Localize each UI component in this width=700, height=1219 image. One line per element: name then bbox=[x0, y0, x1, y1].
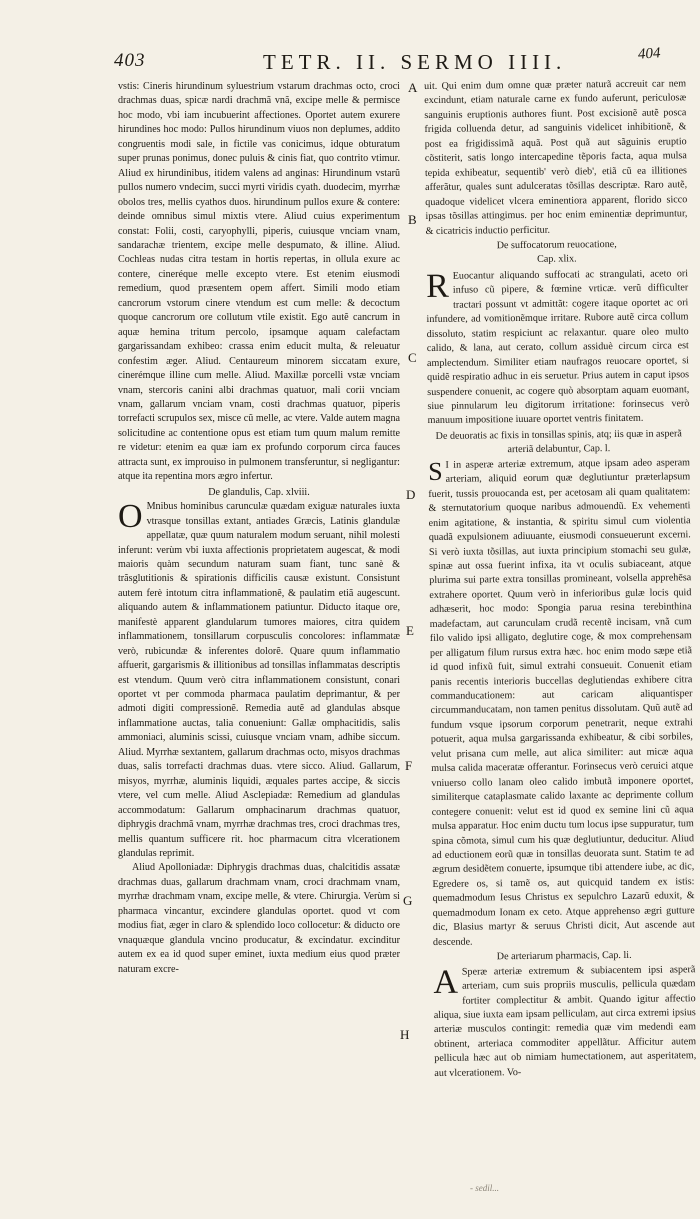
body-paragraph: A Speræ arteriæ extremum & subiacentem ipsi asperã arteriam, cum suis propriis musculis, pellicula quædam fortiter complectitur & ambit. Quando igitur affectio aliqua, siue iuxta eam ipsam pelliculam, aut circa extremi ipsius arteriæ musculos contingit: remedia quæ vim medendi eam obtinent, arteriaca commoditer appellãtur. Afficitur autem pellicula hæc aut ob nimiam humectationem, aut asperitatem, aut vlcerationem. Vo- bbox=[433, 963, 697, 1079]
margin-letter-d: D bbox=[406, 487, 416, 502]
chapter-heading: De glandulis, Cap. xlviii. bbox=[208, 486, 310, 498]
right-text-column bbox=[424, 77, 696, 1081]
body-paragraph: O Mnibus hominibus carunculæ quædam exiguæ naturales iuxta vtrasque tonsillas extant, antiades Græcis, Latinis glandulæ appellatæ, quæ quum naturalem modum seruant, nihil molesti inferunt: verùm vbi iuxta affectionis proprietatem augescat, & modi maioris quàm secundum naturam suam fiant, tunc sanè & trãsglutitionis & spirationis difficilis causæ existunt. Consistunt autem ferè intotum citra inflammationẽ, & paulatim etiã augescunt. aliquando autem & inflammationem patiuntur. Diducto itaque ore, manifestè apparent glandularum tumores maiores, citra quidem inflammationem, tonsillarum corpusculis concolores: inflammatæ verò, rubicundæ & inferentes dolorẽ. Quare quum inflammatio affuerit, gargarismis & illitionibus ad tonsillas inflammatas descriptis est vtendum. Quum verò citra inflammationem consistunt, conari oportet vt per commoda pharmaca paulatim deprimantur, & per admoti digiti compressionẽ. Remedia autẽ ad glandulas absque inflammatione auctas, talia conueniunt: Gallæ omphacitidis, salis ammoniaci, aluminis scissi, cuiusque vnciam vnam, adhibe siccum. Aliud. Myrrhæ sextantem, gallarum drachmas octo, misyos drachmas duas, salis torrefacti drachmas duas. vtere sicco. Aliud. Gallarum, misyos, myrrhæ, aluminis liquidi, æquales partes accipe, & siccis vtere, vel cum melle. Aliud Asclepiadæ: Remedium ad glandulas accommodatum: Gallarum omphacinarum drachmas quatuor, diphrygis drachmã vnam, myrrhæ drachmas tres, croci drachmas tres, mellis quantum sufficere rit. hoc pharmacum citra vlcerationem glandulas reprimit. bbox=[118, 498, 400, 860]
margin-letter-e: E bbox=[406, 623, 414, 638]
chapter-heading: De suffocatorum reuocatione, bbox=[496, 238, 617, 252]
page-number-left: 403 bbox=[114, 50, 146, 71]
page-number-right: 404 bbox=[636, 45, 661, 63]
drop-capital: S bbox=[427, 456, 443, 486]
margin-letter-c: C bbox=[408, 350, 417, 365]
body-paragraph: Aliud Apolloniadæ: Diphrygis drachmas duas, chalcitidis assatæ drachmas duas, gallarum drachmam vnam, croci drachmam vnam, myrrhæ drachmam vnam, excipe melle, & vtere. Chirurgia. Verùm si pharmaca vincantur, excindere glandulas oportet. quod vt com modius fiat, æger in claro & splendido loco collocetur: & diducto ore vnaquæque glandula vncino producatur, & excindatur. excinditur autem ex ea id quod super eminet, iuxta medium eius quod præter naturam excre- bbox=[118, 862, 400, 975]
bleed-through-text: - sedil... bbox=[470, 1183, 499, 1193]
chapter-heading: De arteriarum pharmacis, Cap. li. bbox=[496, 950, 632, 963]
running-title: TETR. II. SERMO IIII. bbox=[263, 50, 567, 74]
chapter-heading: De deuoratis ac fixis in tonsillas spinis, atq; iis quæ in asperã arteriã delabuntur, Cap. l. bbox=[435, 428, 682, 456]
margin-letter-b: B bbox=[408, 212, 417, 227]
body-paragraph: R Euocantur aliquando suffocati ac strangulati, aceto ori infuso cũ pipere, & fœmine vrticæ. verũ difficulter tractari possunt vt admittãt: cogere itaque oportet ac ori infundere, ad vomitionẽmque irritare. Rubore autẽ circa collum dissoluto, statim respiciunt ac relaxantur. quare oleo multo calido, & lana, aut cerato, collum assiduè circum circa est amplectendum. Similiter etiam naufragos reuocare oportet, si quidẽ respiratio adhuc in eis seruetur. Prius autem in caput ipsos suspendere conuenit, ac cogere quò absorptam aquam euomant, siue pinnularum leu digitorum irritatione: forinsecus verò manuum impositione iuuare oportet ventris finitatem. bbox=[425, 267, 690, 427]
margin-letter-g: G bbox=[403, 893, 413, 908]
body-paragraph: uit. Qui enim dum omne quæ præter naturã accreuit car nem excindunt, etiam naturale carne ex fundo auferunt, periculosæ sanguinis eruptionis authores fiunt. Post excisionẽ autẽ posca frigida colluenda detur, ad sanguinis videlicet inhibitionẽ, & post ea frigidissimã aquã. Post quã aut sãguinis eruptio cõstiterit, satis longo intercapedine tẽporis facta, aqua mulsa tepida exhibeatur, sequentib' verò dieb', etiã cũ ea illitiones afferãtur, quales sunt adulceratas tõsillas descriptæ. Raro autẽ, quadoque videlicet vlcera eminentiora apparent, florido sicco ipsas tõsillas attingimus. per hoc enim eminentiæ deprimuntur, & cicatricis inductio perficitur. bbox=[424, 78, 688, 237]
margin-letter-a: A bbox=[408, 80, 418, 95]
body-paragraph: S I in asperæ arteriæ extremum, atque ipsam adeo asperam arteriam, aliquid eorum quæ deglutiuntur præterlapsum fuerit, tussis prouocanda est, per acetosam ali quam qualitatem: & sternutatorium quoque naribus admouendũ. Ex vehementi enim agitatione, & instantia, & spiritu simul cum violentia quadã expulsionem adiuuante, eiusmodi consueuerunt excerni. Si verò iuxta tõsillas, aut iuxta principium stomachi seu gulæ, spinæ aut ossa fuerint infixa, ita vt oculis subiaceant, atque plurima sui parte extra tonsillas promineant, volsella apprehēsa extrahere oportet. Quum verò in inferioribus gulæ locis quid adhæserit, hoc modo: Spongia parua resina terebinthina madefactam, aut carunculam crudã recentẽ incisam, vnã cum filo valido ipsi alligato, deglutire coge, & mox comprehensam per alligatum filum rursus extra hæc. hoc enim modo sæpe etiã id quod infixũ fuit, simul extrahi consueuit. Conuenit etiam panis recentis interioris buccellas deglutiendas exhibere citra commanducationem: aut caricam aliquantisper circummanducatam, non tamen penitus dissolutam. Quũ autẽ ad fundum vsque ipsorum corporum penetrarit, neque extrahi potuerit, aqua mulsa gargarissanda exhibeatur, & cibi sorbiles, velut prisana cum melle, aut alica similiter: aut micæ aqua mulsa calida maceratæ offerantur. Forinsecus verò ceruici atque vniuerso collo lanam oleo calido imbutã imponere oportet, similiterque cataplasmate calido laxante ac deprimente collum contegere conuenit: velut est id quod ex semine lini cũ aqua mulsa apparatur. Hoc enim ductu tum locus ipse suppuratur, tum spina cõmota, simul cum his quæ deglutiuntur, deducitur. Aliud ad eductionem eorũ quæ in tonsillas deuorata sunt. Statim te ad ægrum desidẽtem conuerte, ipsumque tibi attendere iube, ac dic, Egredere os, si tamẽ os, aut quicquid tandem ex istis: quemadmodum Iesus Christus ex sepulchro Lazarũ eduxit, & quemadmodum Ionam ex ceto. Atque apprehenso ægri gutture dic, Blasius martyr & seruus Christi dicit, Aut ascende aut descende. bbox=[427, 456, 695, 948]
drop-capital: R bbox=[425, 267, 450, 305]
running-header bbox=[114, 45, 661, 76]
margin-letter-f: F bbox=[405, 758, 413, 773]
margin-letter-h: H bbox=[400, 1027, 410, 1042]
drop-capital: A bbox=[433, 963, 459, 1001]
body-paragraph: vstis: Cineris hirundinum syluestrium vstarum drachmas octo, croci drachmas duas, spicæ nardi drachmã vnã, excipe melle & permisce hoc modo, vbi iam incubuerint affectiones. Oportet autem exurere hirundines hoc modo: Pullos hirundinum viuos non deplumes, addito congruentis modi sale, in fictile vas conicimus, idque obturatum super prunas ponimus, donec puluis & cinis fiat, quo contrito vtimur. Aliud ex hirundinibus, itidem valens ad anginas: Hirundinum vstarũ pullos numero vndecim, succi myrti viridis cyath. duodecim, myrrhæ obolos tres, mellis cyathos duos. hirundinum pullos exure & contere: deinde omnibus simul mixtis vtere. Aliud cuius experimentum constat: Folii, costi, caryophylli, piperis, cuiusque vnciam vnam, sandarachæ trientem, excipe melle despumato, & illine. Aliud. Cochleas nudas citra testam in hortis repertas, in ollula exure ac contere, cineréque melle excepto vtere. Est etenim eiusmodi remedium, quod præsentem opem affert. Simili modo etiam cancrorum vstorum cinere vtendum est cum melle: & decoctum quoque cancrorum ore collutum vtile existit. Ego autẽ cancrum in aquæ hemina tritum percolo, ipsamque aquam calefactam gargarissandam exhibeo: crassa enim educit multa, & releuatur confestim æger. Aliud. Centaureum minorem siccatam exure, cinerémque illine cum melle. Aliud. Maxillæ porcelli vstæ vnciam vnam, stercoris canini albi drachmas quatuor, mali corii vnciam vnam, gallarum vnciam vnam, costi drachmas quatuor, piperis torrefacti scrupulos sex, misce cũ melle, ac vtere. Valde autem magna solicitudine ac contentione opus est etiam tum quum malum remitte re videtur: etenim ea quæ iam ex profundo corporum circa fauces attracta sunt, ex improuiso in pulmonem transferuntur, si negligantur: atque ita repentina mors ægro infertur. bbox=[118, 81, 400, 483]
chapter-number: Cap. xlix. bbox=[537, 253, 577, 266]
drop-capital: O bbox=[118, 498, 143, 536]
left-text-column bbox=[118, 80, 400, 977]
